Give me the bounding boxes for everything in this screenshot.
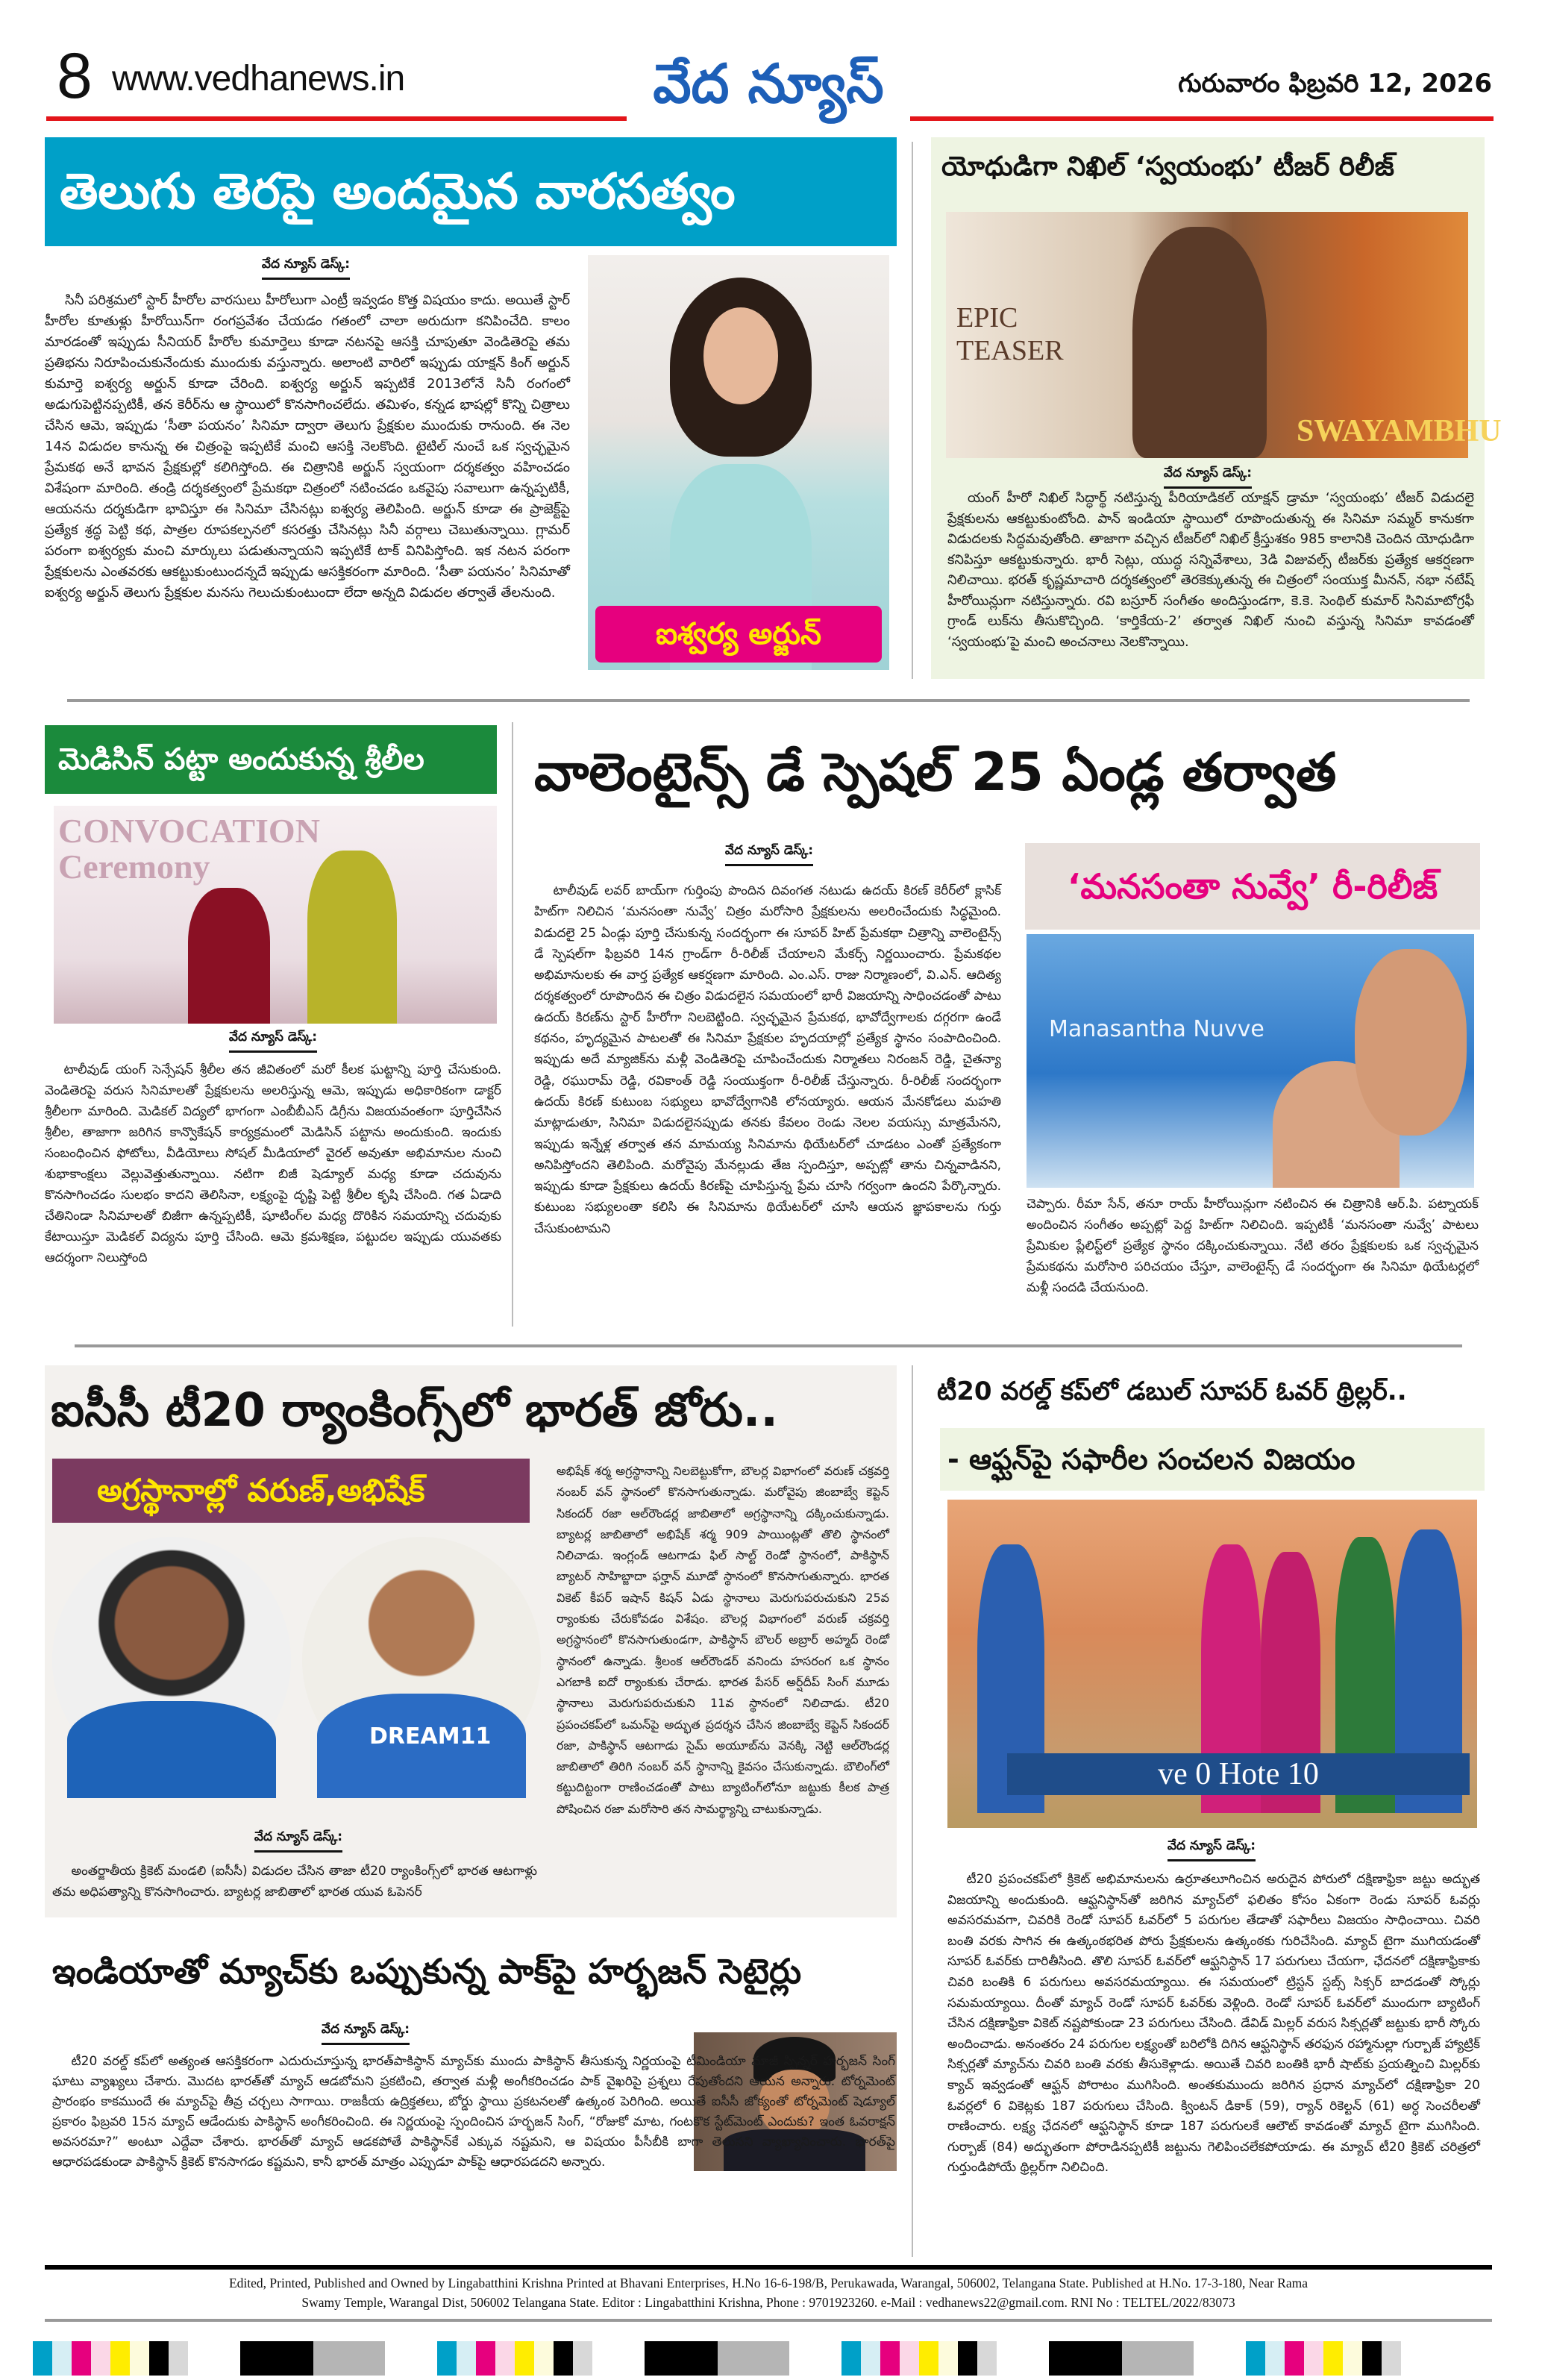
boundary-board-text: ve 0 Hote 10 bbox=[1007, 1753, 1470, 1795]
section-rule bbox=[67, 699, 1470, 702]
page-number: 8 bbox=[57, 40, 93, 112]
column-divider bbox=[912, 1365, 913, 2257]
byline-text: వేద న్యూస్ డెస్క్: bbox=[229, 1030, 317, 1053]
photo-caption: ఐశ్వర్య అర్జున్ bbox=[595, 606, 882, 663]
byline bbox=[931, 466, 1485, 489]
graduate-figure bbox=[188, 888, 270, 1024]
article-body: సినీ పరిశ్రమలో స్టార్ హీరోల వారసులు హీరోలుగా ఎంట్రీ ఇవ్వడం కొత్త విషయం కాదు. అయితే స్టార్ హీరోల కూతుళ్లు హీరోయిన్‌గా రంగప్రవేశం చేయడం గతంలో చాలా అరుదుగా కనిపించేది. కాలం మారడంతో ఇప్పుడు సీనియర్ హీరోల కుమార్తెలు కూడా నటనపై ఆసక్తి చూపుతూ వెండితెరపై తమ ప్రతిభను నిరూపించుకునేందుకు ముందుకు వస్తున్నారు. అలాంటి వారిలో ఇప్పుడు యాక్షన్ కింగ్ అర్జున్ కుమార్తె ఐశ్వర్య అర్జున్ కూడా చేరింది. ఐశ్వర్య అర్జున్ ఇప్పటికే 2013లోనే సినీ రంగంలో అడుగుపెట్టినప్పటికీ, తన కెరీర్‌ను ఆ స్థాయిలో కొనసాగించలేదు. తమిళం, కన్నడ భాషల్లో కొన్ని చిత్రాలు చేసిన ఆమె, ఇప్పుడు ‘సీతా పయనం’ సినిమా ద్వారా తెలుగు ప్రేక్షకుల ముందుకు రానుంది. ఈ నెల 14న విడుదల కానున్న ఈ చిత్రంపై ఇప్పటికే మంచి ఆసక్తి నెలకొంది. టైటిల్ నుంచే ఒక స్వచ్ఛమైన ప్రేమకథ అనే భావన ప్రేక్షకుల్లో కలిగిస్తోంది. ఈ చిత్రానికి అర్జున్ స్వయంగా దర్శకత్వం వహించడం విశేషంగా మారింది. తండ్రి దర్శకత్వంలో ప్రేమకథా చిత్రంలో నటించడం ఒకవైపు సవాలుగా ఉన్నప్పటికీ, ఆయనను దర్శకుడిగా భావిస్తూ ఈ సినిమా చేసినట్లు ఐశ్వర్య తెలిపింది. అర్జున్ కూడా ఈ ప్రాజెక్ట్‌పై ప్రత్యేక శ్రద్ధ పెట్టి కథ, పాత్రల రూపకల్పనలో కసరత్తు చేసినట్లు సినీ వర్గాలు చెబుతున్నాయి. గ్లామర్ పరంగా ఐశ్వర్యకు మంచి మార్కులు పడుతున్నాయని ఇప్పటికే టాక్ వినిపిస్తోంది. ఇక నటన పరంగా ప్రేక్షకులను ఎంతవరకు ఆకట్టుకుంటుందన్నదే ఇప్పుడు ఆసక్తికరంగా మారింది. ‘సీతా పయనం’ సినిమాతో ఐశ్వర్య అర్జున్ తెలుగు ప్రేక్షకుల మనసు గెలుచుకుంటుందా లేదా అన్నది విడుదల తర్వాతే తేలనుంది. bbox=[45, 292, 570, 601]
article-super-over bbox=[937, 1365, 1486, 2261]
column-divider bbox=[512, 722, 513, 1327]
article-body: యంగ్ హీరో నిఖిల్ సిద్ధార్థ్ నటిస్తున్న పీరియాడికల్ యాక్షన్ డ్రామా ‘స్వయంభు’ టీజర్ విడుదలై ప్రేక్షకులను ఆకట్టుకుంటోంది. పాన్ ఇండియా స్థాయిలో రూపొందుతున్న ఈ సినిమా సమ్మర్ కానుకగా విడుదలకు సిద్ధమవుతోంది. తాజాగా వచ్చిన టీజర్‌లో నిఖిల్ క్రీస్తుశకం 985 కాలానికి చెందిన యోధుడిగా కనిపిస్తూ ఆకట్టుకున్నారు. భారీ సెట్లు, యుద్ధ సన్నివేశాలు, 3డి విజువల్స్ టీజర్‌కు ప్రత్యేక ఆకర్షణగా నిలిచాయి. భరత్ కృష్ణమాచారి దర్శకత్వంలో తెరకెక్కుతున్న ఈ చిత్రంలో సంయుక్త మీనన్, నభా నటేష్ హీరోయిన్లుగా నటిస్తున్నారు. రవి బస్రూర్ సంగీతం అందిస్తుండగా, కె.కె. సెంథిల్ కుమార్ సినిమాటోగ్రఫీ గ్రాండ్ లుక్‌ను తీసుకొచ్చింది. ‘కార్తికేయ-2’ తర్వాత నిఖిల్ నుంచి వస్తున్న సినిమా కావడంతో ‘స్వయంభు’పై మంచి అంచనాలు నెలకొన్నాయి. bbox=[947, 490, 1474, 650]
byline bbox=[534, 843, 1004, 866]
column-divider bbox=[912, 142, 913, 679]
poster-text-epic-teaser: EPIC TEASER bbox=[956, 302, 1064, 366]
jersey-shape bbox=[67, 1701, 276, 1798]
imprint-line-1: Edited, Printed, Published and Owned by Lingabatthini Krishna Printed at Bhavani Enterprises, H.No 16-6-198/B, Perukawada, Warangal, 506002, Telangana State. Published at H.No. 17-3-180, Near Rama bbox=[228, 2276, 1308, 2290]
varun-chakravarthy-photo bbox=[52, 1537, 291, 1783]
headline: టీ20 వరల్డ్ కప్‌లో డబుల్ సూపర్ ఓవర్ థ్రిల్లర్.. bbox=[937, 1377, 1407, 1406]
article-body: టీ20 ప్రపంచకప్‌లో క్రికెట్ అభిమానులను ఉర్రూతలూగించిన అరుదైన పోరులో దక్షిణాఫ్రికా జట్టు అద్భుత విజయాన్ని అందుకుంది. ఆఫ్ఘనిస్థాన్‌తో జరిగిన మ్యాచ్‌లో ఫలితం కోసం ఏకంగా రెండు సూపర్ ఓవర్లు అవసరమవగా, చివరికి రెండో సూపర్ ఓవర్‌లో 5 పరుగుల తేడాతో సఫారీలు విజయం సాధించాయి. చివరి బంతి వరకు సాగిన ఈ ఉత్కంఠభరిత పోరు ప్రేక్షకులను ఉత్కంఠకు గురిచేసింది. మ్యాచ్ టైగా ముగియడంతో సూపర్ ఓవర్‌కు దారితీసింది. తొలి సూపర్ ఓవర్‌లో ఆఫ్ఘనిస్థాన్ 17 పరుగులు చేయగా, ఛేదనలో దక్షిణాఫ్రికాకు చివరి బంతికి 6 పరుగులు అవసరమయ్యాయి. ఈ సమయంలో ట్రిస్టన్ స్టబ్స్ సిక్సర్ బాదడంతో స్కోర్లు సమమయ్యాయి. దీంతో మ్యాచ్ రెండో సూపర్ ఓవర్‌కు వెళ్లింది. రెండో సూపర్ ఓవర్‌లో ముందుగా బ్యాటింగ్ చేసిన దక్షిణాఫ్రికా వికెట్ నష్టపోకుండా 23 పరుగులు చేసింది. డేవిడ్ మిల్లర్ వరుస సిక్సర్లతో జట్టుకు భారీ స్కోరు అందించాడు. అనంతరం 24 పరుగుల లక్ష్యంతో బరిలోకి దిగిన ఆఫ్ఘనిస్థాన్ తరఫున రహ్మానుల్లా గుర్బాజ్ హ్యాట్రిక్ సిక్సర్లతో మ్యాచ్‌ను చివరి బంతి వరకు తీసుకెళ్లాడు. అయితే చివరి బంతికి భారీ షాట్‌కు ప్రయత్నించి మిల్లర్‌కు క్యాచ్ ఇవ్వడంతో ఆఫ్ఘన్ పోరాటం ముగిసింది. అంతకుముందు జరిగిన ప్రధాన మ్యాచ్‌లో దక్షిణాఫ్రికా 20 ఓవర్లలో 6 వికెట్లకు 187 పరుగులు చేసింది. క్వింటన్ డికాక్ (59), ర్యాన్ రికెల్టన్ (61) అర్ధ సెంచరీలతో రాణించారు. లక్ష్య ఛేదనలో ఆఫ్ఘనిస్థాన్ కూడా 187 పరుగులకే ఆలౌట్ కావడంతో మ్యాచ్ టైగా ముగిసింది. గుర్బాజ్ (84) అద్భుతంగా పోరాడినప్పటికీ జట్టును గెలిపించలేకపోయాడు. ఈ మ్యాచ్ టీ20 క్రికెట్ చరిత్రలో గుర్తుండిపోయే థ్రిల్లర్‌గా నిలిచింది. bbox=[947, 1872, 1480, 2176]
photo-text: CONVOCATION Ceremony bbox=[58, 812, 320, 886]
warrior-figure bbox=[1132, 227, 1267, 458]
article-body-intro: అంతర్జాతీయ క్రికెట్ మండలి (ఐసీసీ) విడుదల చేసిన తాజా టీ20 ర్యాంకింగ్స్‌లో భారత ఆటగాళ్లు తమ అధిపత్యాన్ని కొనసాగించారు. బ్యాటర్ల జాబితాలో భారత యువ ఓపెనర్ bbox=[52, 1864, 537, 1900]
hero-face bbox=[1355, 949, 1467, 1136]
article-body: అభిషేక్ శర్మ అగ్రస్థానాన్ని నిలబెట్టుకోగా, బౌలర్ల విభాగంలో వరుణ్ చక్రవర్తి నంబర్ వన్ స్థానంలో కొనసాగుతున్నాడు. మరోవైపు జింబాబ్వే కెప్టెన్ సికందర్ రజా ఆల్‌రౌండర్ల జాబితాలో అగ్రస్థానాన్ని దక్కించుకున్నాడు. బ్యాటర్ల జాబితాలో అభిషేక్ శర్మ 909 పాయింట్లతో తొలి స్థానంలో నిలిచాడు. ఇంగ్లండ్ ఆటగాడు ఫిల్ సాల్ట్ రెండో స్థానంలో, పాకిస్థాన్ బ్యాటర్ సాహిబ్జాదా ఫర్హాన్ మూడో స్థానంలో కొనసాగుతున్నారు. భారత వికెట్ కీపర్ ఇషాన్ కిషన్ ఏడు స్థానాలు మెరుగుపరుచుకుని 25వ ర్యాంకుకు చేరుకోవడం విశేషం. బౌలర్ల విభాగంలో వరుణ్ చక్రవర్తి అగ్రస్థానంలో కొనసాగుతుండగా, పాకిస్థాన్ బౌలర్ అబ్రార్ అహ్మద్ రెండో స్థానంలో ఉన్నాడు. శ్రీలంక ఆల్‌రౌండర్ వనిందు హసరంగ ఒక స్థానం ఎగబాకి ఐదో ర్యాంకుకు చేరాడు. భారత పేసర్ అర్ష్‌దీప్ సింగ్ మూడు స్థానాలు మెరుగుపరుచుకుని 11వ స్థానంలో నిలిచాడు. టీ20 ప్రపంచకప్‌లో ఒమన్‌పై అద్భుత ప్రదర్శన చేసిన జింబాబ్వే కెప్టెన్ సికందర్ రజా, పాకిస్థాన్ ఆటగాడు సైమ్ అయూబ్‌ను వెనక్కి నెట్టి ఆల్‌రౌండర్ల జాబితాలో తిరిగి నంబర్ వన్ స్థానాన్ని కైవసం చేసుకున్నాడు. బౌలింగ్‌లో కట్టుదిట్టంగా రాణించడంతో పాటు బ్యాటింగ్‌లోనూ జట్టుకు కీలక పాత్ర పోషించిన రజా మరోసారి తన సామర్థ్యాన్ని చాటుకున్నాడు. bbox=[557, 1464, 889, 1816]
byline-text: వేద న్యూస్ డెస్క్: bbox=[254, 1829, 342, 1853]
byline bbox=[45, 2022, 686, 2045]
byline-text: వేద న్యూస్ డెస్క్: bbox=[1164, 466, 1252, 489]
headline: ఇండియాతో మ్యాచ్‌కు ఒప్పుకున్న పాక్‌పై హర్భజన్ సెటైర్లు bbox=[52, 1951, 802, 1991]
aishwarya-photo bbox=[588, 255, 889, 670]
color-registration-bar bbox=[33, 2341, 1542, 2376]
section-rule bbox=[75, 1344, 1462, 1347]
byline-text: వేద న్యూస్ డెస్క్: bbox=[725, 843, 813, 866]
byline bbox=[937, 1838, 1486, 1861]
article-icc-rankings bbox=[45, 1365, 897, 1917]
footer-gray-rule bbox=[45, 2319, 1492, 2322]
website-link[interactable]: www.vedhanews.in bbox=[112, 59, 405, 98]
byline-text: వేద న్యూస్ డెస్క్: bbox=[322, 2022, 410, 2045]
article-body: టీ20 వరల్డ్ కప్‌లో అత్యంత ఆసక్తికరంగా ఎదురుచూస్తున్న భారత్‌పాకిస్థాన్ మ్యాచ్‌కు ముందు పాకిస్థాన్ తీసుకున్న నిర్ణయంపై టీమిండియా మాజీ స్పిన్నర్ హర్భజన్ సింగ్ ఘాటు వ్యాఖ్యలు చేశారు. మొదట భారత్‌తో మ్యాచ్ ఆడబోమని ప్రకటించి, తర్వాత మళ్లీ అంగీకరించడం పాక్ వైఖరిపై ప్రశ్నలు రేపుతోందని ఆయన అన్నారు. టోర్నమెంట్ ప్రారంభం కాకముందే ఈ మ్యాచ్‌పై తీవ్ర చర్చలు సాగాయి. రాజకీయ ఉద్రిక్తతలు, బోర్డు స్థాయి ప్రకటనలతో ఉత్కంఠ పెరిగింది. అయితే ఐసీసీ జోక్యంతో టోర్నమెంట్ షెడ్యూల్ ప్రకారం ఫిబ్రవరి 15న మ్యాచ్ ఆడేందుకు పాకిస్థాన్ అంగీకరించింది. ఈ నిర్ణయంపై స్పందించిన హర్భజన్ సింగ్, “రోజుకో మాట, గంటకొక స్టేట్‌మెంట్ ఎందుకు? ఇంత ఓవరాక్షన్ అవసరమా?” అంటూ ఎద్దేవా చేశారు. భారత్‌తో మ్యాచ్ ఆడకపోతే పాకిస్థాన్‌కే ఎక్కువ నష్టమని, ఆ విషయం పీసీబీకి బాగా తెలుసని వ్యాఖ్యానించారు. భారత్‌పై ఆధారపడకుండా పాకిస్థాన్ క్రికెట్ కొనసాగడం కష్టమని, కానీ భారత్ మాత్రం ఎప్పుడూ పాక్‌పై ఆధారపడదని అన్నారు. bbox=[52, 2054, 895, 2170]
footer-rule bbox=[45, 2265, 1492, 2270]
byline bbox=[45, 1829, 552, 1853]
abhishek-sharma-photo bbox=[302, 1537, 541, 1783]
headline: మెడిసిన్ పట్టా అందుకున్న శ్రీలీల bbox=[45, 725, 497, 794]
subheadline: ‘మనసంతా నువ్వే’ రీ-రిలీజ్ bbox=[1025, 843, 1480, 930]
byline bbox=[45, 1030, 501, 1053]
article-sreeleela bbox=[45, 725, 501, 1322]
headline: ఐసీసీ టీ20 ర్యాంకింగ్స్‌లో భారత్ జోరు.. bbox=[51, 1382, 778, 1437]
headline: యోధుడిగా నిఖిల్ ‘స్వయంభు’ టీజర్ రిలీజ్ bbox=[941, 151, 1394, 182]
headline: తెలుగు తెరపై అందమైన వారసత్వం bbox=[45, 137, 897, 246]
byline bbox=[45, 257, 567, 280]
poster-text-title: SWAYAMBHU bbox=[1297, 414, 1502, 448]
article-swayambhu bbox=[931, 137, 1502, 679]
article-valentine bbox=[534, 731, 1489, 1328]
byline-text: వేద న్యూస్ డెస్క్: bbox=[1168, 1838, 1256, 1861]
subheadline: అగ్రస్థానాల్లో వరుణ్,అభిషేక్ bbox=[52, 1459, 530, 1523]
subheadline: - ఆఫ్ఘన్‌పై సఫారీల సంచలన విజయం bbox=[940, 1428, 1485, 1491]
match-photo bbox=[947, 1500, 1477, 1828]
convocation-photo bbox=[54, 806, 497, 1024]
masthead-logo: వేద న్యూస్ bbox=[627, 52, 910, 128]
headline: వాలెంటైన్స్ డే స్పెషల్ 25 ఏండ్ల తర్వాత bbox=[534, 742, 1337, 803]
poster-title: Manasantha Nuvve bbox=[1049, 1016, 1264, 1042]
manasantha-nuvve-poster bbox=[1027, 934, 1474, 1188]
article-aishwarya bbox=[45, 137, 897, 674]
article-body: టాలీవుడ్ యంగ్ సెన్సేషన్ శ్రీలీల తన జీవితంలో మరో కీలక ఘట్టాన్ని పూర్తి చేసుకుంది. వెండితెరపై వరుస సినిమాలతో ప్రేక్షకులను అలరిస్తున్న ఆమె, ఇప్పుడు అధికారికంగా డాక్టర్ శ్రీలీలగా మారింది. మెడికల్ విద్యలో భాగంగా ఎంబీబీఎస్ డిగ్రీను విజయవంతంగా పూర్తిచేసిన శ్రీలీల, తాజాగా జరిగిన కాన్వొకేషన్ కార్యక్రమంలో మెడిసిన్ పట్టాను అందుకుంది. ఇందుకు సంబంధించిన ఫోటోలు, వీడియోలు సోషల్ మీడియాలో వైరల్ అవుతూ అభిమానుల నుంచి శుభాకాంక్షలు వెల్లువెత్తుతున్నాయి. నటిగా బిజీ షెడ్యూల్ మధ్య కూడా చదువును కొనసాగించడం సులభం కాదని తెలిసినా, లక్ష్యంపై దృష్టి పెట్టి శ్రీలీల కృషి చేసింది. గత ఏడాది చేతినిండా సినిమాలతో బిజీగా ఉన్నప్పటికీ, షూటింగ్‌ల మధ్య దొరికిన సమయాన్ని చదువుకు కేటాయిస్తూ మెడికల్ విద్యను పూర్తి చేసింది. ఆమె క్రమశిక్షణ, పట్టుదల ఇప్పుడు యువతకు ఆదర్శంగా నిలుస్తోంది bbox=[45, 1062, 501, 1265]
issue-date: గురువారం ఫిబ్రవరి 12, 2026 bbox=[1178, 69, 1492, 98]
imprint-line-2: Swamy Temple, Warangal Dist, 506002 Telangana State. Editor : Lingabatthini Krishna, Phone : 9701923260. e-Mail : vedhanews22@gmail.com. RNI No : TELTEL/2022/83073 bbox=[301, 2295, 1235, 2310]
presenter-figure bbox=[307, 851, 397, 1024]
article-body-continued: చెప్పారు. రీమా సేన్, తనూ రాయ్ హీరోయిన్లుగా నటించిన ఈ చిత్రానికి ఆర్.పి. పట్నాయక్ అందించిన సంగీతం అప్పట్లో పెద్ద హిట్‌గా నిలిచింది. ఇప్పటికీ ‘మనసంతా నువ్వే’ పాటలు ప్రేమికుల ప్లేలిస్ట్‌లో ప్రత్యేక స్థానం దక్కించుకున్నాయి. నేటి తరం ప్రేక్షకులకు ఒక స్వచ్ఛమైన ప్రేమకథను మరోసారి పరిచయం చేస్తూ, వాలెంటైన్స్ డే సందర్భంగా ఈ సినిమా థియేటర్లలో మళ్లీ సందడి చేయనుంది. bbox=[1027, 1197, 1479, 1295]
swayambhu-teaser-poster bbox=[946, 212, 1502, 458]
article-body: టాలీవుడ్ లవర్ బాయ్‌గా గుర్తింపు పొందిన దివంగత నటుడు ఉదయ్ కిరణ్ కెరీర్‌లో క్లాసిక్ హిట్‌గా నిలిచిన ‘మనసంతా నువ్వే’ చిత్రం మరోసారి ప్రేక్షకులను అలరించేందుకు సిద్ధమైంది. విడుదలై 25 ఏండ్లు పూర్తి చేసుకున్న సందర్భంగా ఈ సూపర్ హిట్ ప్రేమకథా చిత్రాన్ని వాలెంటైన్స్ డే స్పెషల్‌గా ఫిబ్రవరి 14న గ్రాండ్‌గా రీ-రిలీజ్ చేయాలని మేకర్స్ నిర్ణయించారు. ప్రేమకథల అభిమానులకు ఈ వార్త ప్రత్యేక ఆకర్షణగా మారింది. ఎం.ఎస్. రాజు నిర్మాణంలో, వి.ఎన్. ఆదిత్య దర్శకత్వంలో రూపొందిన ఈ చిత్రం విడుదలైన సమయంలో భారీ విజయాన్ని సాధించడంతో పాటు ఉదయ్ కిరణ్‌ను స్టార్ హీరోగా నిలబెట్టింది. స్వచ్ఛమైన ప్రేమకథ, భావోద్వేగాలకు దగ్గరగా ఉండే కథనం, హృద్యమైన పాటలతో ఈ సినిమా ప్రేక్షకుల హృదయాల్లో ప్రత్యేక స్థానం సంపాదించింది. ఇప్పుడు అదే మ్యాజిక్‌ను మళ్లీ వెండితెరపై చూపించేందుకు నిర్మాతలు నిరంజన్ రెడ్డి, చైతన్యా రెడ్డి, రఘురామ్ రెడ్డి, రవికాంత్ రెడ్డి సంయుక్తంగా రీ-రిలీజ్ చేస్తున్నారు. రీ-రిలీజ్ సందర్భంగా ఉదయ్ కిరణ్ కుటుంబ సభ్యులు భావోద్వేగానికి లోనయ్యారు. ఆయన మేనకోడలు మహతి మాట్లాడుతూ, సినిమా విడుదలైనప్పుడు తనకు కేవలం రెండు నెలల వయస్సు మాత్రమేనని, ఇప్పుడు ఇన్నేళ్ల తర్వాత తన మామయ్య సినిమాను థియేటర్‌లో చూడటం ఎంతో ప్రత్యేకంగా అనిపిస్తోందని తెలిపింది. మరోవైపు మేనల్లుడు తేజ స్పందిస్తూ, అప్పట్లో తాను చిన్నవాడినని, ఇప్పుడు కూడా ప్రేక్షకులు ఉదయ్ కిరణ్‌పై చూపిస్తున్న ప్రేమ చూసి గర్వంగా ఉందని పేర్కొన్నారు. కుటుంబ సభ్యులంతా కలిసి ఈ సినిమాను థియేటర్‌లో చూసి ఆయన జ్ఞాపకాలను గుర్తు చేసుకుంటామని bbox=[534, 883, 1001, 1236]
face-shape bbox=[703, 307, 778, 404]
byline-text: వేద న్యూస్ డెస్క్: bbox=[262, 257, 350, 280]
jersey-text: DREAM11 bbox=[369, 1723, 492, 1750]
article-harbhajan bbox=[45, 1940, 897, 2253]
